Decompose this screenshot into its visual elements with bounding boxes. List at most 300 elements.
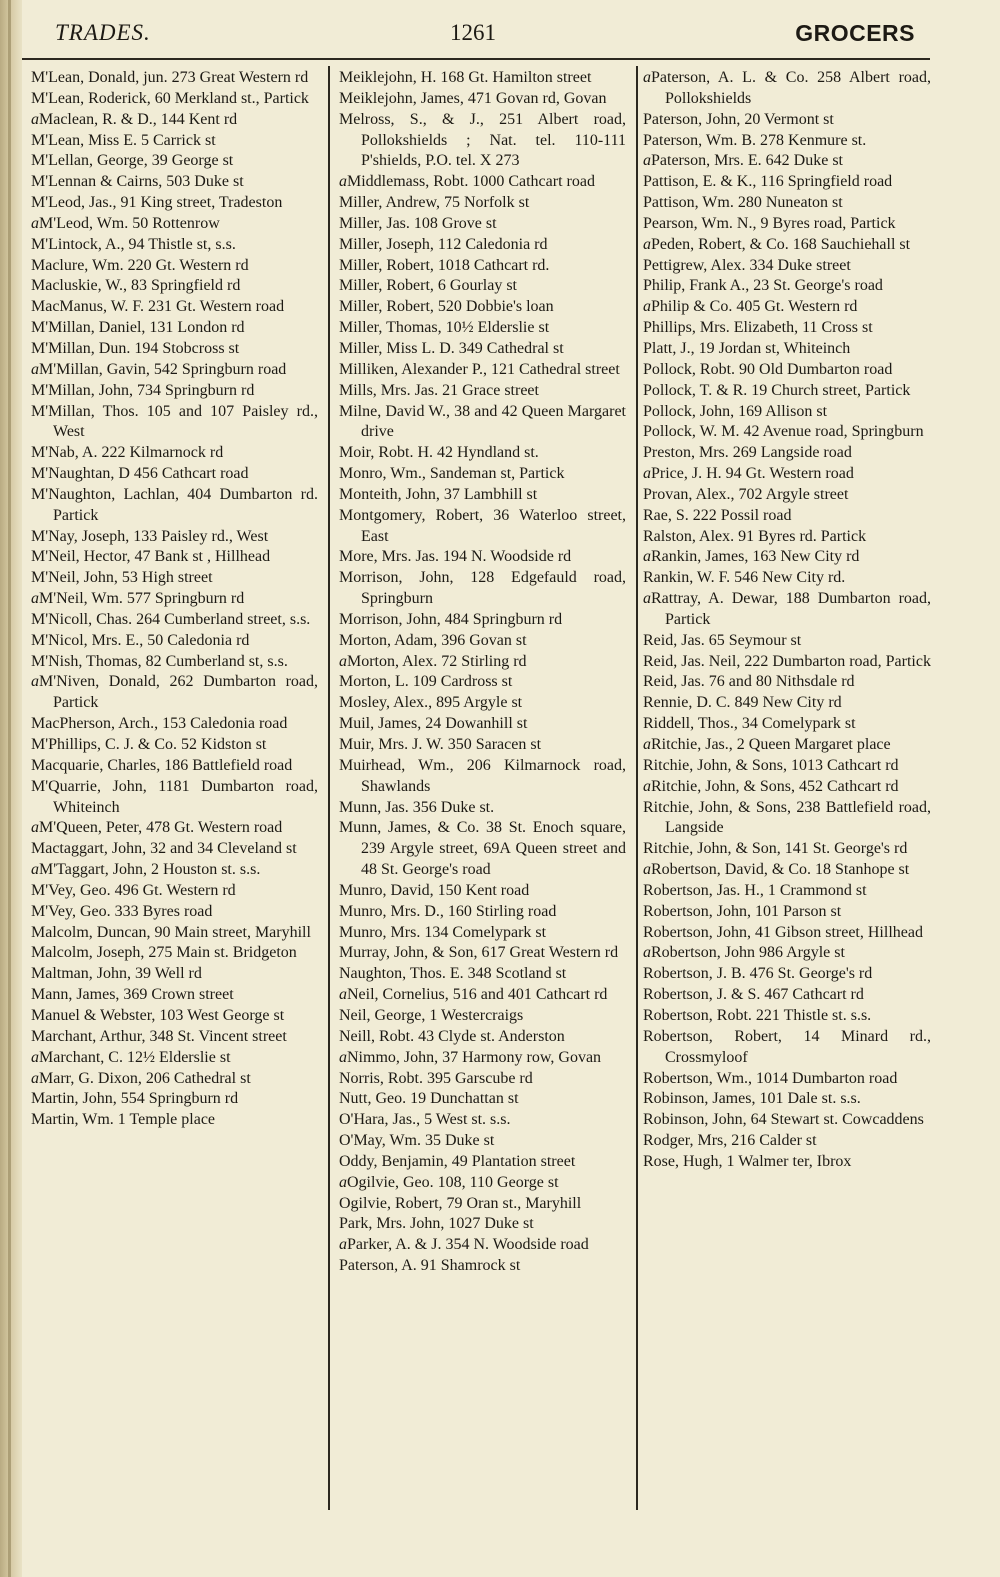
directory-entry bbox=[643, 402, 931, 423]
entry-text: Murray, John, & Son, 617 Great Western rd bbox=[339, 944, 619, 962]
directory-entry bbox=[339, 1131, 626, 1152]
entry-text: Miller, Jas. 108 Grove st bbox=[339, 214, 497, 232]
entry-text: Philip & Co. 405 Gt. Western rd bbox=[651, 298, 858, 316]
entry-text: Morton, L. 109 Cardross st bbox=[339, 673, 513, 691]
entry-prefix-marker: a bbox=[339, 986, 347, 1004]
entry-text: Manuel & Webster, 103 West George st bbox=[31, 1006, 285, 1024]
entry-text: M'Taggart, John, 2 Houston st. s.s. bbox=[39, 861, 261, 879]
entry-text: Munro, Mrs. 134 Comelypark st bbox=[339, 923, 547, 941]
directory-entry bbox=[339, 1256, 626, 1277]
directory-entry bbox=[339, 276, 626, 297]
directory-entry bbox=[31, 339, 318, 360]
directory-entry bbox=[339, 1089, 626, 1110]
entry-text: Rose, Hugh, 1 Walmer ter, Ibrox bbox=[643, 1152, 852, 1170]
entry-text: Robertson, J. B. 476 St. George's rd bbox=[643, 965, 873, 983]
directory-entry bbox=[339, 943, 626, 964]
entry-text: Macluskie, W., 83 Springfield rd bbox=[31, 277, 241, 295]
entry-text: Robertson, John, 101 Parson st bbox=[643, 902, 842, 920]
entry-text: Neil, George, 1 Westercraigs bbox=[339, 1006, 524, 1024]
directory-entry bbox=[31, 193, 318, 214]
entry-prefix-marker: a bbox=[643, 235, 651, 253]
entry-text: MacManus, W. F. 231 Gt. Western road bbox=[31, 298, 285, 316]
directory-entry bbox=[643, 381, 931, 402]
entry-text: Pearson, Wm. N., 9 Byres road, Partick bbox=[643, 214, 896, 232]
entry-text: M'Nab, A. 222 Kilmarnock rd bbox=[31, 444, 224, 462]
entry-text: M'Leod, Jas., 91 King street, Tradeston bbox=[31, 194, 283, 212]
entry-text: Rankin, W. F. 546 New City rd. bbox=[643, 569, 846, 587]
entry-text: Munn, Jas. 356 Duke st. bbox=[339, 798, 495, 816]
entry-prefix-marker: a bbox=[31, 861, 39, 879]
entry-text: Oddy, Benjamin, 49 Plantation street bbox=[339, 1152, 576, 1170]
directory-entry bbox=[31, 381, 318, 402]
directory-entry bbox=[31, 1089, 318, 1110]
entry-text: Neil, Cornelius, 516 and 401 Cathcart rd bbox=[347, 986, 608, 1004]
entry-text: Miller, Joseph, 112 Caledonia rd bbox=[339, 235, 548, 253]
directory-entry bbox=[643, 777, 931, 798]
directory-entry bbox=[31, 68, 318, 89]
entry-text: Rattray, A. Dewar, 188 Dumbarton road, Partick bbox=[651, 590, 931, 628]
entry-text: Milliken, Alexander P., 121 Cathedral street bbox=[339, 360, 620, 378]
entry-text: Miller, Robert, 1018 Cathcart rd. bbox=[339, 256, 550, 274]
directory-entry bbox=[31, 777, 318, 819]
entry-text: Pollock, Robt. 90 Old Dumbarton road bbox=[643, 360, 893, 378]
entry-text: Muirhead, Wm., 206 Kilmarnock road, Shawlands bbox=[339, 756, 626, 795]
directory-entry bbox=[339, 339, 626, 360]
directory-entry bbox=[643, 276, 931, 297]
entry-text: Mosley, Alex., 895 Argyle st bbox=[339, 694, 523, 712]
directory-entry bbox=[31, 297, 318, 318]
directory-entry bbox=[643, 714, 931, 735]
entry-text: M'Phillips, C. J. & Co. 52 Kidston st bbox=[31, 736, 267, 753]
entry-text: Neill, Robt. 43 Clyde st. Anderston bbox=[339, 1027, 565, 1045]
directory-entry bbox=[31, 589, 318, 610]
directory-entry bbox=[31, 756, 318, 777]
directory-entry bbox=[339, 1214, 626, 1235]
directory-entry bbox=[339, 714, 626, 735]
directory-entry bbox=[339, 235, 626, 256]
entry-text: Marr, G. Dixon, 206 Cathedral st bbox=[39, 1069, 251, 1087]
entry-prefix-marker: a bbox=[643, 152, 651, 170]
directory-entry bbox=[643, 1069, 931, 1090]
entry-text: Ogilvie, Robert, 79 Oran st., Maryhill bbox=[339, 1194, 582, 1212]
entry-text: Rennie, D. C. 849 New City rd bbox=[643, 694, 842, 712]
entry-text: M'Lean, Roderick, 60 Merkland st., Partick bbox=[31, 89, 309, 107]
directory-entry bbox=[643, 297, 931, 318]
directory-entry bbox=[643, 631, 931, 652]
directory-entry bbox=[339, 798, 626, 819]
directory-entry bbox=[339, 256, 626, 277]
directory-entry bbox=[643, 110, 931, 131]
entry-text: Pollock, T. & R. 19 Church street, Partick bbox=[643, 381, 911, 399]
entry-text: Pettigrew, Alex. 334 Duke street bbox=[643, 256, 851, 274]
directory-entry bbox=[31, 985, 318, 1006]
entry-text: M'Neil, Wm. 577 Springburn rd bbox=[39, 590, 245, 608]
directory-entry bbox=[643, 735, 931, 756]
entry-text: M'Millan, Thos. 105 and 107 Paisley rd., West bbox=[31, 402, 318, 441]
entry-text: Mills, Mrs. Jas. 21 Grace street bbox=[339, 381, 539, 399]
directory-entry bbox=[643, 485, 931, 506]
entry-text: Mann, James, 369 Crown street bbox=[31, 986, 234, 1004]
entry-text: M'Vey, Geo. 496 Gt. Western rd bbox=[31, 881, 236, 899]
directory-entry bbox=[339, 464, 626, 485]
directory-entry bbox=[339, 923, 626, 944]
directory-entry bbox=[339, 881, 626, 902]
directory-entry bbox=[31, 902, 318, 923]
entry-text: M'Niven, Donald, 262 Dumbarton road, Partick bbox=[39, 673, 318, 712]
entry-text: Park, Mrs. John, 1027 Duke st bbox=[339, 1215, 534, 1233]
entry-text: M'Nish, Thomas, 82 Cumberland st, s.s. bbox=[31, 652, 288, 670]
directory-entry bbox=[31, 360, 318, 381]
entry-text: M'Vey, Geo. 333 Byres road bbox=[31, 902, 213, 920]
entry-text: M'Nay, Joseph, 133 Paisley rd., West bbox=[31, 527, 269, 545]
entry-text: Mactaggart, John, 32 and 34 Cleveland st bbox=[31, 840, 297, 858]
entry-text: Morrison, John, 128 Edgefauld road, Springburn bbox=[339, 569, 626, 608]
directory-entry bbox=[643, 151, 931, 172]
entry-text: Robertson, Robt. 221 Thistle st. s.s. bbox=[643, 1006, 872, 1024]
directory-entry bbox=[643, 589, 931, 631]
entry-text: Rodger, Mrs, 216 Calder st bbox=[643, 1132, 817, 1150]
entry-text: Munro, Mrs. D., 160 Stirling road bbox=[339, 902, 557, 920]
entry-text: Marchant, C. 12½ Elderslie st bbox=[39, 1048, 231, 1066]
entry-text: Miller, Robert, 520 Dobbie's loan bbox=[339, 298, 554, 316]
entry-text: M'Millan, John, 734 Springburn rd bbox=[31, 381, 255, 399]
entry-prefix-marker: a bbox=[31, 673, 39, 691]
directory-entry bbox=[31, 735, 318, 756]
directory-entry bbox=[31, 214, 318, 235]
directory-entry bbox=[643, 1110, 931, 1131]
entry-text: Paterson, Mrs. E. 642 Duke st bbox=[651, 152, 843, 170]
entry-text: Parker, A. & J. 354 N. Woodside road bbox=[347, 1236, 589, 1254]
directory-entry bbox=[31, 110, 318, 131]
entry-prefix-marker: a bbox=[643, 861, 651, 879]
directory-entry bbox=[643, 1006, 931, 1027]
entry-text: Miller, Miss L. D. 349 Cathedral st bbox=[339, 339, 564, 357]
entry-prefix-marker: a bbox=[643, 298, 651, 316]
directory-entry bbox=[643, 860, 931, 881]
directory-entry bbox=[339, 610, 626, 631]
directory-entry bbox=[339, 297, 626, 318]
directory-entry bbox=[31, 568, 318, 589]
directory-entry bbox=[339, 68, 626, 89]
entry-text: Munro, David, 150 Kent road bbox=[339, 881, 530, 899]
entry-text: M'Millan, Gavin, 542 Springburn road bbox=[39, 360, 287, 378]
entry-text: Pollock, John, 169 Allison st bbox=[643, 402, 828, 420]
entry-text: Robertson, John, 41 Gibson street, Hillhead bbox=[643, 923, 923, 941]
entry-text: Middlemass, Robt. 1000 Cathcart road bbox=[347, 173, 595, 191]
directory-entry bbox=[31, 1027, 318, 1048]
directory-entry bbox=[339, 172, 626, 193]
directory-entry bbox=[643, 193, 931, 214]
entry-text: Provan, Alex., 702 Argyle street bbox=[643, 485, 849, 503]
directory-entry bbox=[643, 672, 931, 693]
entry-text: M'Neil, Hector, 47 Bank st , Hillhead bbox=[31, 548, 271, 566]
entry-prefix-marker: a bbox=[643, 548, 651, 566]
entry-text: Preston, Mrs. 269 Langside road bbox=[643, 444, 852, 462]
directory-entry bbox=[31, 631, 318, 652]
entry-text: Morton, Adam, 396 Govan st bbox=[339, 631, 527, 649]
directory-entry bbox=[31, 527, 318, 548]
directory-entry bbox=[31, 402, 318, 444]
entry-text: Ritchie, John, & Sons, 1013 Cathcart rd bbox=[643, 756, 899, 774]
entry-text: Pattison, Wm. 280 Nuneaton st bbox=[643, 194, 843, 212]
entry-text: M'Queen, Peter, 478 Gt. Western road bbox=[39, 819, 283, 837]
entry-text: Ogilvie, Geo. 108, 110 George st bbox=[347, 1173, 559, 1191]
running-head: TRADES. bbox=[55, 20, 151, 45]
entry-text: Philip, Frank A., 23 St. George's road bbox=[643, 277, 883, 295]
directory-entry bbox=[31, 652, 318, 673]
entry-text: Nimmo, John, 37 Harmony row, Govan bbox=[347, 1048, 602, 1066]
entry-text: Miller, Robert, 6 Gourlay st bbox=[339, 277, 517, 295]
directory-entry bbox=[31, 235, 318, 256]
entry-text: Paterson, John, 20 Vermont st bbox=[643, 110, 834, 128]
entry-text: Meiklejohn, James, 471 Govan rd, Govan bbox=[339, 89, 607, 107]
directory-entry bbox=[339, 672, 626, 693]
directory-entry bbox=[339, 110, 626, 173]
directory-entry bbox=[643, 506, 931, 527]
entry-text: Robertson, Wm., 1014 Dumbarton road bbox=[643, 1069, 898, 1087]
directory-entry bbox=[643, 214, 931, 235]
entry-text: Nutt, Geo. 19 Dunchattan st bbox=[339, 1090, 519, 1108]
directory-entry bbox=[643, 318, 931, 339]
entry-text: Robertson, John 986 Argyle st bbox=[651, 944, 845, 962]
directory-entry bbox=[643, 1152, 931, 1173]
directory-entry bbox=[339, 193, 626, 214]
directory-entry bbox=[31, 964, 318, 985]
directory-entry bbox=[339, 547, 626, 568]
directory-entry bbox=[339, 1069, 626, 1090]
entry-text: M'Millan, Dun. 194 Stobcross st bbox=[31, 339, 240, 357]
page-number: 1261 bbox=[450, 20, 496, 45]
entry-text: Rae, S. 222 Possil road bbox=[643, 506, 792, 524]
entry-text: Naughton, Thos. E. 348 Scotland st bbox=[339, 965, 567, 983]
entry-prefix-marker: a bbox=[643, 736, 651, 753]
directory-entry bbox=[643, 547, 931, 568]
entry-prefix-marker: a bbox=[643, 465, 651, 483]
directory-entry bbox=[643, 1131, 931, 1152]
entry-prefix-marker: a bbox=[339, 652, 347, 670]
entry-text: Ritchie, Jas., 2 Queen Margaret place bbox=[651, 736, 891, 753]
entry-text: M'Millan, Daniel, 131 London rd bbox=[31, 319, 245, 337]
directory-entry bbox=[31, 1110, 318, 1131]
entry-text: Paterson, Wm. B. 278 Kenmure st. bbox=[643, 131, 867, 149]
entry-text: Robertson, David, & Co. 18 Stanhope st bbox=[651, 861, 910, 879]
directory-entry bbox=[31, 256, 318, 277]
entry-prefix-marker: a bbox=[339, 173, 347, 191]
directory-entry bbox=[339, 631, 626, 652]
directory-column-1 bbox=[31, 68, 318, 1131]
entry-prefix-marker: a bbox=[643, 777, 651, 795]
directory-entry bbox=[339, 485, 626, 506]
directory-entry bbox=[31, 1069, 318, 1090]
directory-entry bbox=[31, 860, 318, 881]
directory-entry bbox=[643, 1089, 931, 1110]
entry-prefix-marker: a bbox=[31, 1069, 39, 1087]
entry-prefix-marker: a bbox=[31, 1048, 39, 1066]
entry-text: Milne, David W., 38 and 42 Queen Margaret drive bbox=[339, 402, 626, 441]
directory-entry bbox=[643, 964, 931, 985]
directory-entry bbox=[643, 985, 931, 1006]
directory-entry bbox=[643, 235, 931, 256]
entry-text: Muil, James, 24 Dowanhill st bbox=[339, 715, 528, 733]
entry-text: M'Nicol, Mrs. E., 50 Caledonia rd bbox=[31, 631, 250, 649]
entry-text: M'Lean, Donald, jun. 273 Great Western rd bbox=[31, 69, 309, 86]
directory-entry bbox=[643, 68, 931, 110]
entry-text: Meiklejohn, H. 168 Gt. Hamilton street bbox=[339, 69, 592, 86]
entry-text: Munn, James, & Co. 38 St. Enoch square, 239 Argyle street, 69A Queen street and 48 St. George's road bbox=[339, 819, 626, 879]
entry-text: Muir, Mrs. J. W. 350 Saracen st bbox=[339, 736, 542, 753]
entry-prefix-marker: a bbox=[31, 819, 39, 837]
entry-text: Platt, J., 19 Jordan st, Whiteinch bbox=[643, 339, 851, 357]
page-header bbox=[55, 20, 915, 52]
spine-shadow bbox=[8, 0, 11, 1577]
directory-entry bbox=[339, 443, 626, 464]
entry-text: Macquarie, Charles, 186 Battlefield road bbox=[31, 756, 293, 774]
directory-entry bbox=[643, 923, 931, 944]
entry-text: Morrison, John, 484 Springburn rd bbox=[339, 610, 563, 628]
directory-entry bbox=[339, 381, 626, 402]
directory-entry bbox=[339, 652, 626, 673]
entry-text: Ritchie, John, & Sons, 452 Cathcart rd bbox=[651, 777, 899, 795]
entry-text: Ritchie, John, & Sons, 238 Battlefield road, Langside bbox=[643, 798, 931, 837]
entry-prefix-marker: a bbox=[339, 1048, 347, 1066]
entry-text: Pattison, E. & K., 116 Springfield road bbox=[643, 173, 893, 191]
entry-text: O'May, Wm. 35 Duke st bbox=[339, 1132, 495, 1150]
entry-text: More, Mrs. Jas. 194 N. Woodside rd bbox=[339, 548, 572, 566]
entry-text: Reid, Jas. 76 and 80 Nithsdale rd bbox=[643, 673, 855, 691]
directory-entry bbox=[339, 1194, 626, 1215]
entry-text: Rankin, James, 163 New City rd bbox=[651, 548, 860, 566]
entry-text: Norris, Robt. 395 Garscube rd bbox=[339, 1069, 533, 1087]
directory-entry bbox=[339, 693, 626, 714]
entry-text: Morton, Alex. 72 Stirling rd bbox=[347, 652, 527, 670]
directory-entry bbox=[31, 1048, 318, 1069]
directory-entry bbox=[643, 527, 931, 548]
directory-entry bbox=[643, 881, 931, 902]
directory-entry bbox=[339, 818, 626, 881]
entry-prefix-marker: a bbox=[339, 1173, 347, 1191]
directory-entry bbox=[643, 464, 931, 485]
directory-entry bbox=[339, 756, 626, 798]
directory-entry bbox=[339, 1048, 626, 1069]
book-spine-edge bbox=[0, 0, 22, 1577]
entry-text: Riddell, Thos., 34 Comelypark st bbox=[643, 715, 856, 733]
directory-entry bbox=[643, 360, 931, 381]
directory-entry bbox=[643, 839, 931, 860]
entry-text: Monteith, John, 37 Lambhill st bbox=[339, 485, 538, 503]
directory-entry bbox=[643, 568, 931, 589]
directory-entry bbox=[31, 276, 318, 297]
directory-entry bbox=[339, 1152, 626, 1173]
entry-text: M'Lennan & Cairns, 503 Duke st bbox=[31, 173, 244, 191]
directory-entry bbox=[643, 339, 931, 360]
entry-text: Martin, John, 554 Springburn rd bbox=[31, 1090, 239, 1108]
entry-text: M'Neil, John, 53 High street bbox=[31, 569, 213, 587]
entry-text: Ritchie, John, & Son, 141 St. George's rd bbox=[643, 840, 908, 858]
directory-entry bbox=[339, 985, 626, 1006]
directory-entry bbox=[31, 818, 318, 839]
entry-text: Montgomery, Robert, 36 Waterloo street, East bbox=[339, 506, 626, 545]
entry-text: M'Leod, Wm. 50 Rottenrow bbox=[39, 214, 220, 232]
entry-prefix-marker: a bbox=[31, 110, 39, 128]
column-divider bbox=[328, 66, 330, 1510]
entry-text: Phillips, Mrs. Elizabeth, 11 Cross st bbox=[643, 319, 873, 337]
directory-entry bbox=[31, 318, 318, 339]
directory-entry bbox=[31, 89, 318, 110]
directory-entry bbox=[339, 1027, 626, 1048]
directory-entry bbox=[643, 693, 931, 714]
directory-entry bbox=[339, 568, 626, 610]
directory-entry bbox=[339, 214, 626, 235]
entry-text: M'Lintock, A., 94 Thistle st, s.s. bbox=[31, 235, 236, 253]
entry-text: Pollock, W. M. 42 Avenue road, Springburn bbox=[643, 423, 924, 441]
directory-entry bbox=[31, 881, 318, 902]
entry-text: Robertson, Jas. H., 1 Crammond st bbox=[643, 881, 867, 899]
directory-entry bbox=[31, 839, 318, 860]
entry-text: Paterson, A. 91 Shamrock st bbox=[339, 1257, 521, 1275]
entry-text: Robertson, Robert, 14 Minard rd., Crossmyloof bbox=[643, 1027, 931, 1066]
directory-entry bbox=[31, 923, 318, 944]
column-divider bbox=[636, 66, 638, 1510]
directory-entry bbox=[339, 360, 626, 381]
entry-text: Maclean, R. & D., 144 Kent rd bbox=[39, 110, 238, 128]
directory-entry bbox=[31, 672, 318, 714]
entry-text: Paterson, A. L. & Co. 258 Albert road, Pollokshields bbox=[651, 69, 931, 107]
entry-text: Miller, Andrew, 75 Norfolk st bbox=[339, 194, 530, 212]
entry-text: Miller, Thomas, 10½ Elderslie st bbox=[339, 319, 550, 337]
directory-entry bbox=[339, 1173, 626, 1194]
entry-text: Marchant, Arthur, 348 St. Vincent street bbox=[31, 1027, 287, 1045]
directory-entry bbox=[339, 964, 626, 985]
directory-entry bbox=[339, 902, 626, 923]
entry-text: Martin, Wm. 1 Temple place bbox=[31, 1111, 216, 1129]
directory-entry bbox=[339, 89, 626, 110]
directory-entry bbox=[643, 943, 931, 964]
directory-entry bbox=[31, 610, 318, 631]
entry-prefix-marker: a bbox=[31, 590, 39, 608]
entry-text: Moir, Robt. H. 42 Hyndland st. bbox=[339, 444, 539, 462]
entry-text: M'Naughton, Lachlan, 404 Dumbarton rd. Partick bbox=[31, 485, 318, 524]
entry-text: Monro, Wm., Sandeman st, Partick bbox=[339, 465, 565, 483]
entry-text: Robertson, J. & S. 467 Cathcart rd bbox=[643, 986, 864, 1004]
directory-column-2 bbox=[339, 68, 626, 1277]
entry-text: Robinson, John, 64 Stewart st. Cowcaddens bbox=[643, 1111, 924, 1129]
directory-entry bbox=[339, 318, 626, 339]
directory-entry bbox=[31, 151, 318, 172]
entry-text: Ralston, Alex. 91 Byres rd. Partick bbox=[643, 527, 867, 545]
entry-prefix-marker: a bbox=[643, 69, 651, 86]
directory-entry bbox=[31, 547, 318, 568]
entry-text: Reid, Jas. Neil, 222 Dumbarton road, Partick bbox=[643, 652, 931, 670]
directory-entry bbox=[643, 443, 931, 464]
directory-entry bbox=[339, 506, 626, 548]
section-title: GROCERS bbox=[795, 20, 915, 46]
directory-entry bbox=[339, 1110, 626, 1131]
entry-text: Peden, Robert, & Co. 168 Sauchiehall st bbox=[651, 235, 911, 253]
entry-text: Robinson, James, 101 Dale st. s.s. bbox=[643, 1090, 861, 1108]
directory-entry bbox=[643, 652, 931, 673]
directory-entry bbox=[643, 1027, 931, 1069]
directory-entry bbox=[643, 131, 931, 152]
directory-entry bbox=[339, 1235, 626, 1256]
directory-column-3 bbox=[643, 68, 931, 1173]
entry-text: Price, J. H. 94 Gt. Western road bbox=[651, 465, 854, 483]
header-rule bbox=[22, 58, 930, 60]
directory-entry bbox=[339, 1006, 626, 1027]
entry-text: M'Naughtan, D 456 Cathcart road bbox=[31, 465, 249, 483]
directory-entry bbox=[31, 172, 318, 193]
directory-entry bbox=[339, 402, 626, 444]
entry-text: M'Lean, Miss E. 5 Carrick st bbox=[31, 131, 216, 149]
